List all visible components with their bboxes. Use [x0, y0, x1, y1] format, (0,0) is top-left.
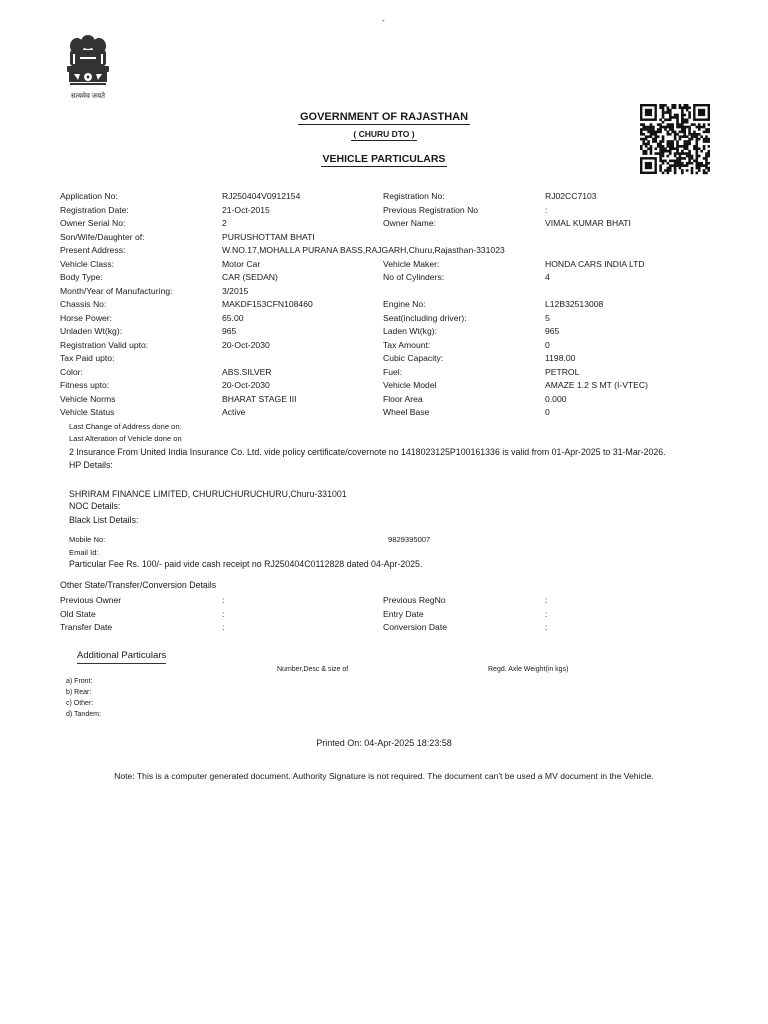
- particular-fee: Particular Fee Rs. 100/- paid vide cash receipt no RJ250404C0112828 dated 04-Apr-2025.: [69, 559, 423, 569]
- page-title: GOVERNMENT OF RAJASTHAN: [299, 111, 469, 123]
- field-label: Body Type:: [60, 272, 103, 282]
- field-value: RJ02CC7103: [545, 191, 597, 201]
- field-label: Unladen Wt(kg):: [60, 326, 123, 336]
- field-label: Fitness upto:: [60, 380, 110, 390]
- field-label: Previous RegNo: [383, 595, 446, 605]
- field-value: BHARAT STAGE III: [222, 393, 297, 404]
- particulars-row: [60, 340, 740, 353]
- field-label: Vehicle Norms: [60, 393, 116, 404]
- document-title: VEHICLE PARTICULARS: [322, 153, 446, 165]
- field-value: Active: [222, 407, 246, 417]
- qr-code-icon: [640, 104, 710, 176]
- field-label: Registration No:: [383, 191, 445, 201]
- field-label: Laden Wt(kg):: [383, 326, 437, 336]
- hp-details-value: SHRIRAM FINANCE LIMITED, CHURUCHURUCHURU,Churu-331001: [69, 489, 347, 499]
- axle-front: a) Front:: [66, 678, 93, 685]
- field-label: Cubic Capacity:: [383, 353, 444, 363]
- field-label: Floor Area: [383, 393, 423, 404]
- particulars-row: [60, 380, 740, 393]
- particulars-row: [60, 259, 740, 272]
- field-label: No of Cylinders:: [383, 272, 445, 282]
- office-subtitle: ( CHURU DTO ): [353, 129, 415, 139]
- emblem-motto: सत्यमेव जयते: [70, 93, 106, 100]
- particulars-row: [60, 272, 740, 285]
- field-value: :: [545, 622, 548, 632]
- field-value: 0: [545, 407, 550, 417]
- field-value: 4: [545, 272, 550, 282]
- axle-rear: b) Rear:: [66, 689, 92, 696]
- field-value: 0: [545, 339, 550, 350]
- email-label: Email Id:: [69, 548, 99, 557]
- field-label: Owner Name:: [383, 218, 437, 228]
- blacklist-details-label: Black List Details:: [69, 515, 139, 525]
- field-label: Registration Valid upto:: [60, 339, 149, 350]
- noc-details-label: NOC Details:: [69, 501, 121, 511]
- additional-col-number: Number,Desc & size of: [277, 666, 349, 673]
- field-label: Vehicle Model: [383, 380, 437, 390]
- field-value: 1198.00: [545, 353, 576, 363]
- field-value: 965: [222, 326, 237, 336]
- axle-other: c) Other:: [66, 700, 94, 707]
- particulars-row: [60, 353, 740, 366]
- field-label: Chassis No:: [60, 299, 107, 309]
- emblem-icon: [58, 30, 118, 92]
- mobile-label: Mobile No:: [69, 535, 106, 544]
- field-label: Owner Serial No:: [60, 218, 126, 228]
- particulars-row: [60, 394, 740, 407]
- insurance-details: 2 Insurance From United India Insurance Co. Ltd. vide policy certificate/covernote no 1418023125P100161336 is valid from 01-Apr-2025 to 31-Mar-2026.: [69, 447, 666, 457]
- field-value: :: [222, 595, 225, 605]
- particulars-row: [60, 218, 740, 231]
- field-label: Month/Year of Manufacturing:: [60, 285, 173, 296]
- transfer-row: [60, 609, 740, 622]
- field-label: Vehicle Class:: [60, 258, 114, 269]
- field-value: 965: [545, 326, 560, 336]
- field-value: PURUSHOTTAM BHATI: [222, 231, 315, 242]
- field-label: Application No:: [60, 191, 118, 201]
- field-value: :: [545, 204, 548, 215]
- field-label: Seat(including driver):: [383, 312, 467, 323]
- last-address-change: Last Change of Address done on:: [69, 422, 182, 431]
- footer-note: Note: This is a computer generated document. Authority Signature is not required. The document can't be used a MV document in the Vehicle.: [114, 771, 654, 781]
- field-label: Conversion Date: [383, 622, 448, 632]
- field-label: Tax Paid upto:: [60, 353, 115, 363]
- field-label: Vehicle Maker:: [383, 258, 440, 269]
- particulars-row: [60, 367, 740, 380]
- last-alteration: Last Alteration of Vehicle done on: [69, 434, 182, 443]
- field-value: 5: [545, 312, 550, 323]
- axle-tandem: d) Tandem:: [66, 711, 101, 718]
- field-label: Tax Amount:: [383, 339, 431, 350]
- particulars-row: [60, 286, 740, 299]
- field-value: CAR (SEDAN): [222, 272, 278, 282]
- field-value: :: [222, 622, 225, 632]
- field-value: VIMAL KUMAR BHATI: [545, 218, 631, 228]
- field-label: Engine No:: [383, 299, 426, 309]
- field-label: Son/Wife/Daughter of:: [60, 231, 145, 242]
- field-label: Color:: [60, 366, 83, 377]
- field-value: 21-Oct-2015: [222, 204, 270, 215]
- field-value: L12B32513008: [545, 299, 604, 309]
- field-label: Registration Date:: [60, 204, 129, 215]
- particulars-row: [60, 191, 740, 204]
- mobile-value: 9829395007: [388, 535, 431, 544]
- field-value: :: [222, 608, 225, 619]
- particulars-row: [60, 313, 740, 326]
- field-value: HONDA CARS INDIA LTD: [545, 258, 645, 269]
- field-label: Vehicle Status: [60, 407, 115, 417]
- field-value: RJ250404V0912154: [222, 191, 301, 201]
- top-dot: -: [382, 16, 385, 25]
- field-label: Old State: [60, 608, 96, 619]
- field-value: :: [545, 595, 548, 605]
- field-label: Fuel:: [383, 366, 403, 377]
- field-value: 20-Oct-2030: [222, 339, 270, 350]
- field-label: Entry Date: [383, 608, 424, 619]
- particulars-row: [60, 299, 740, 312]
- field-label: Wheel Base: [383, 407, 430, 417]
- field-value: :: [545, 608, 548, 619]
- field-value: 20-Oct-2030: [222, 380, 270, 390]
- field-value: 0.000: [545, 393, 567, 404]
- field-value: 65.00: [222, 312, 244, 323]
- particulars-row: [60, 326, 740, 339]
- particulars-row: [60, 407, 740, 420]
- field-value: 3/2015: [222, 285, 249, 296]
- field-label: Present Address:: [60, 245, 126, 255]
- field-value: W.NO.17,MOHALLA PURANA BASS,RAJGARH,Churu,Rajasthan-331023: [222, 245, 505, 255]
- national-emblem: [58, 30, 118, 102]
- hp-details-label: HP Details:: [69, 460, 113, 470]
- transfer-row: [60, 595, 740, 608]
- additional-col-axle: Regd. Axle Weight(in kgs): [488, 666, 569, 673]
- particulars-row: [60, 245, 740, 258]
- field-value: MAKDF153CFN108460: [222, 299, 313, 309]
- particulars-row: [60, 232, 740, 245]
- field-label: Previous Owner: [60, 595, 122, 605]
- field-label: Horse Power:: [60, 312, 113, 323]
- field-value: 2: [222, 218, 227, 228]
- transfer-heading: Other State/Transfer/Conversion Details: [60, 580, 217, 590]
- field-value: AMAZE 1.2 S MT (I-VTEC): [545, 380, 648, 390]
- additional-heading: Additional Particulars: [77, 650, 166, 661]
- field-value: Motor Car: [222, 258, 261, 269]
- field-label: Previous Registration No: [383, 204, 479, 215]
- printed-on: Printed On: 04-Apr-2025 18:23:58: [316, 738, 452, 748]
- field-value: PETROL: [545, 366, 580, 377]
- qr-code: [640, 104, 710, 176]
- transfer-row: [60, 622, 740, 635]
- particulars-row: [60, 205, 740, 218]
- field-label: Transfer Date: [60, 622, 113, 632]
- field-value: ABS.SILVER: [222, 366, 272, 377]
